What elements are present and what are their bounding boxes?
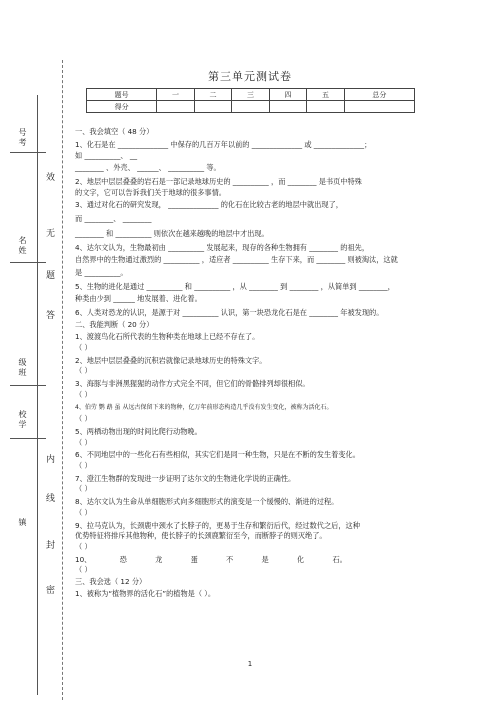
answer-bracket[interactable]: （ ） — [75, 565, 92, 575]
answer-bracket[interactable]: （ ） — [75, 414, 92, 424]
question-line: 如 __________、 __ — [75, 151, 138, 161]
question-line: 4、达尔文认为，生物最初由 __________ 发展起来，现存的各种生物拥有 ________ 的祖先， — [75, 243, 370, 253]
section-heading: 三、我会选（ 12 分） — [75, 577, 147, 587]
answer-bracket[interactable]: （ ） — [75, 541, 92, 551]
seal-char: 效 — [46, 173, 56, 183]
question-line: 6、不同地层中的一些化石有些相似，其实它们是同一种生物，只是在不断的发生着变化。 — [75, 450, 360, 460]
answer-bracket[interactable]: （ ） — [75, 460, 92, 470]
margin-blank-line — [10, 262, 46, 263]
question-line: 8、达尔文认为生命从单细胞形式向多细胞形式的演变是一个缓慢的、渐进的过程。 — [75, 497, 339, 507]
margin-label-exam-no: 号考 — [18, 128, 27, 148]
page-title: 第三单元测试卷 — [208, 70, 292, 83]
score-input-cell[interactable] — [194, 101, 231, 113]
margin-blank-line — [10, 152, 46, 153]
question-line: ________ 和 __________ 则依次在越来越晚的地层中才出现。 — [75, 228, 269, 238]
score-cell: 题号 — [87, 89, 157, 101]
question-line: 优势特征将排斥其他物种，使长脖子的长颈鹿繁衍至今，而断脖子的则灭绝了。 — [75, 531, 327, 541]
answer-bracket[interactable]: （ ） — [75, 484, 92, 494]
question-line: 2、地层中层层叠叠的岩石是一部记录地球历史的 __________ ，而 ________ 是书页中特殊 — [75, 176, 362, 186]
score-input-cell[interactable] — [269, 101, 306, 113]
seal-line — [62, 60, 63, 700]
seal-char: 答 — [46, 311, 56, 321]
question-line: 是 __________。 — [75, 267, 128, 277]
score-cell: 五 — [307, 89, 344, 101]
question-line: 5、两栖动物出现的时间比爬行动物晚。 — [75, 426, 202, 436]
question-line: 3、通过对化石的研究发现， ______________ 的化石在比较古老的地层中就出现了， — [75, 200, 343, 210]
score-table — [86, 88, 415, 113]
binding-line — [37, 95, 38, 695]
question-line: ________ 、外壳、 ______、 __________ 等。 — [75, 163, 221, 173]
question-line: 6、人类对恐龙的认识，是源于对 __________ 认识，第一块恐龙化石是在 ________ 年被发现的。 — [75, 307, 384, 317]
score-table-score-row — [87, 101, 415, 113]
page-number: 1 — [247, 660, 253, 668]
exam-content — [75, 127, 425, 598]
score-table-header-row — [87, 89, 415, 101]
question-line: 种类由少到 ______ 地发展着、进化着。 — [75, 294, 202, 304]
seal-char: 密 — [46, 586, 56, 596]
margin-blank-line — [10, 385, 46, 386]
score-input-cell[interactable] — [157, 101, 194, 113]
score-cell: 总分 — [344, 89, 414, 101]
question-line: 2、地层中层层叠叠的沉积岩就像记录地球历史的特殊文字。 — [75, 355, 267, 365]
question-line: 10、 恐 龙 蛋 不 是 化 石。 — [75, 554, 347, 564]
score-input-cell[interactable] — [344, 101, 414, 113]
margin-label-school: 校学 — [18, 410, 27, 430]
question-line: 4、伯劳 鹦 鹉 虽 从远古保留下来的物种，亿万年前形态构造几乎没有发生变化，被称为活化石。 — [75, 404, 333, 412]
question-line: 9、拉马克认为，长颈鹿中颈水了长脖子的，更易于生存和繁衍后代，经过数代之后，这种 — [75, 520, 360, 530]
score-cell: 三 — [232, 89, 269, 101]
question-line: 7、澄江生物群的发现进一步证明了达尔文的生物进化学说的正确性。 — [75, 473, 296, 483]
section-heading: 一、我会填空（ 48 分） — [75, 127, 154, 136]
answer-bracket[interactable]: （ ） — [75, 366, 92, 376]
section-heading: 二、我能判断（ 20 分） — [75, 319, 154, 329]
question-line: 5、生物的进化是通过 __________ 和 __________ ，从 ________ 到 ________ ，从简单到 ________， — [75, 282, 395, 292]
question-line: 1、被称为“植物界的活化石”的植物是（ ）。 — [75, 588, 216, 598]
score-input-cell[interactable] — [232, 101, 269, 113]
answer-bracket[interactable]: （ ） — [75, 342, 92, 352]
question-line: 1、渡渡鸟化石所代表的生物种类在地球上已经不存在了。 — [75, 332, 260, 342]
answer-bracket[interactable]: （ ） — [75, 437, 92, 447]
score-cell: 四 — [269, 89, 306, 101]
seal-char: 线 — [46, 494, 56, 504]
question-line: 3、海豚与非洲黑猩猩的动作方式完全不同，但它们的骨骼排列却很相似。 — [75, 379, 310, 389]
question-line: 自然界中的生物通过激烈的 __________ ，适应者 __________ 生存下来，而 ________ 则被淘汰，这就 — [75, 255, 398, 265]
score-cell: 二 — [194, 89, 231, 101]
score-cell: 一 — [157, 89, 194, 101]
margin-label-name: 名姓 — [18, 236, 27, 256]
score-input-cell[interactable] — [307, 101, 344, 113]
margin-label-class: 级班 — [18, 358, 27, 378]
score-cell: 得分 — [87, 101, 157, 113]
question-line: 的文字，它可以告诉我们关于地球的很多事情。 — [75, 187, 226, 197]
question-line: 1、化石是在 ______________ 中保存的几百万年以前的 ______________ 或 ______________； — [75, 139, 372, 149]
answer-bracket[interactable]: （ ） — [75, 389, 92, 399]
margin-label-town: 镇 — [18, 518, 27, 528]
seal-char: 封 — [46, 541, 56, 551]
seal-char: 无 — [46, 229, 56, 239]
question-line: 而 ________、 ________ — [75, 213, 152, 223]
seal-char: 内 — [46, 455, 56, 465]
answer-bracket[interactable]: （ ） — [75, 507, 92, 517]
seal-char: 题 — [46, 271, 56, 281]
margin-blank-line — [10, 438, 46, 439]
